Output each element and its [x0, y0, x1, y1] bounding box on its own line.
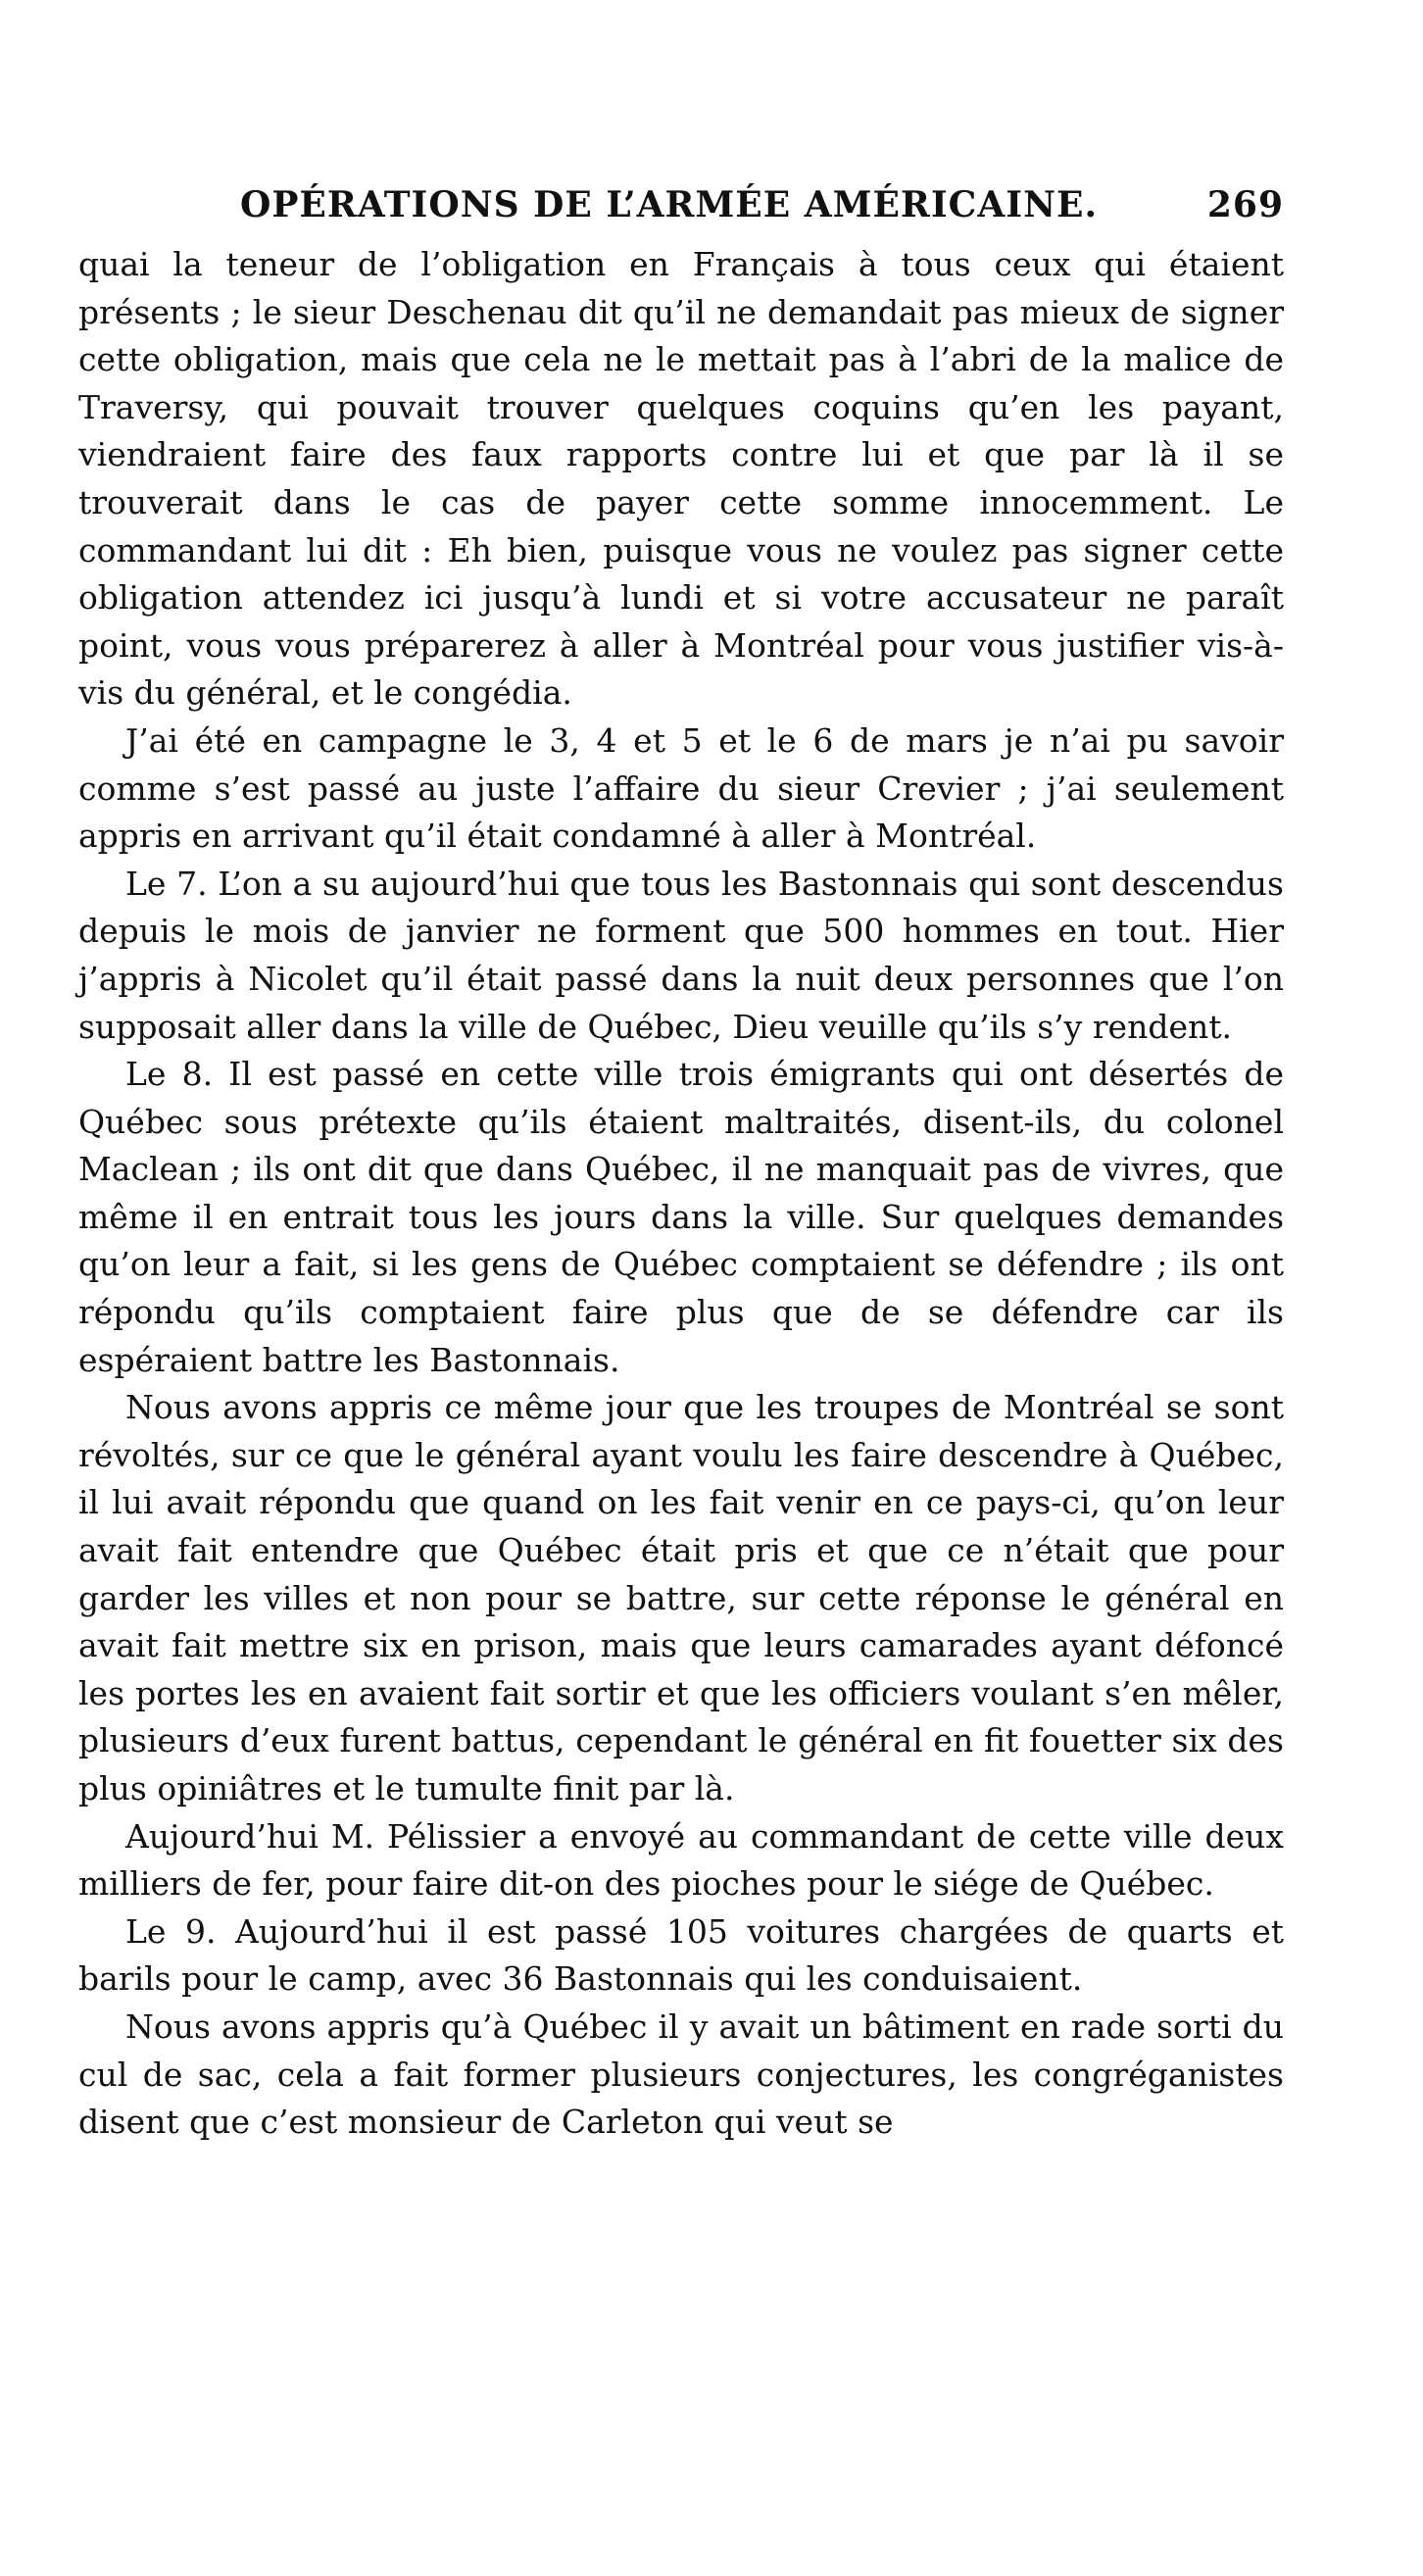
running-head — [78, 173, 1284, 241]
paragraph-march-8: Le 8. Il est passé en cette ville trois émigrants qui ont désertés de Québec sous prétexte qu’ils étaient maltraités, disent-ils, du colonel Maclean ; ils ont dit que dans Québec, il ne manquait pas de vivres, que même il en entrait tous les jours dans la ville. Sur quelques demandes qu’on leur a fait, si les gens de Québec comptaient se défendre ; ils ont répondu qu’ils comptaient faire plus que de se défendre car ils espéraient battre les Bastonnais. — [78, 1055, 1284, 1379]
paragraph-march-7: Le 7. L’on a su aujourd’hui que tous les Bastonnais qui sont descendus depuis le mois de janvier ne forment que 500 hommes en tout. Hier j’appris à Nicolet qu’il était passé dans la nuit deux personnes que l’on supposait aller dans la ville de Québec, Dieu veuille qu’ils s’y rendent. — [78, 864, 1284, 1046]
paragraph-march-9: Le 9. Aujourd’hui il est passé 105 voitures chargées de quarts et barils pour le camp, avec 36 Bastonnais qui les conduisaient. — [78, 1911, 1284, 1999]
paragraph-quebec-ship: Nous avons appris qu’à Québec il y avait un bâtiment en rade sorti du cul de sac, cela a fait former plusieurs conjectures, les congréganistes disent que c’est monsieur de Carleton qui veut se — [78, 2006, 1284, 2142]
paragraph-continuation: quai la teneur de l’obligation en Français à tous ceux qui étaient présents ; le sieur Deschenau dit qu’il ne demandait pas mieux de signer cette obligation, mais que cela ne le mettait pas à l’abri de la malice de Traversy, qui pouvait trouver quelques coquins qu’en les payant, viendraient faire des faux rapports contre lui et que par là il se trouverait dans le cas de payer cette somme innocemment. Le commandant lui dit : Eh bien, puisque vous ne voulez pas signer cette obligation attendez ici jusqu’à lundi et si votre accusateur ne paraît point, vous vous préparerez à aller à Montréal pour vous justifier vis-à-vis du général, et le congédia. — [78, 245, 1284, 713]
running-title: OPÉRATIONS DE L’ARMÉE AMÉRICAINE. — [240, 184, 1098, 225]
body-text — [78, 241, 1284, 2147]
paragraph-pelissier: Aujourd’hui M. Pélissier a envoyé au commandant de cette ville deux milliers de fer, pour faire dit-on des pioches pour le siége de Québec. — [78, 1816, 1284, 1904]
page-number: 269 — [1206, 184, 1284, 225]
paragraph-campaign: J’ai été en campagne le 3, 4 et 5 et le 6 de mars je n’ai pu savoir comme s’est passé au juste l’affaire du sieur Crevier ; j’ai seulement appris en arrivant qu’il était condamné à aller à Montréal. — [78, 720, 1284, 856]
paragraph-montreal-troops: Nous avons appris ce même jour que les troupes de Montréal se sont révoltés, sur ce que le général ayant voulu les faire descendre à Québec, il lui avait répondu que quand on les fait venir en ce pays-ci, qu’on leur avait fait entendre que Québec était pris et que ce n’était que pour garder les villes et non pour se battre, sur cette réponse le général en avait fait mettre six en prison, mais que leurs camarades ayant défoncé les portes les en avaient fait sortir et que les officiers voulant s’en mêler, plusieurs d’eux furent battus, cependant le général en fit fouetter six des plus opiniâtres et le tumulte finit par là. — [78, 1388, 1284, 1808]
book-page — [78, 173, 1284, 2329]
